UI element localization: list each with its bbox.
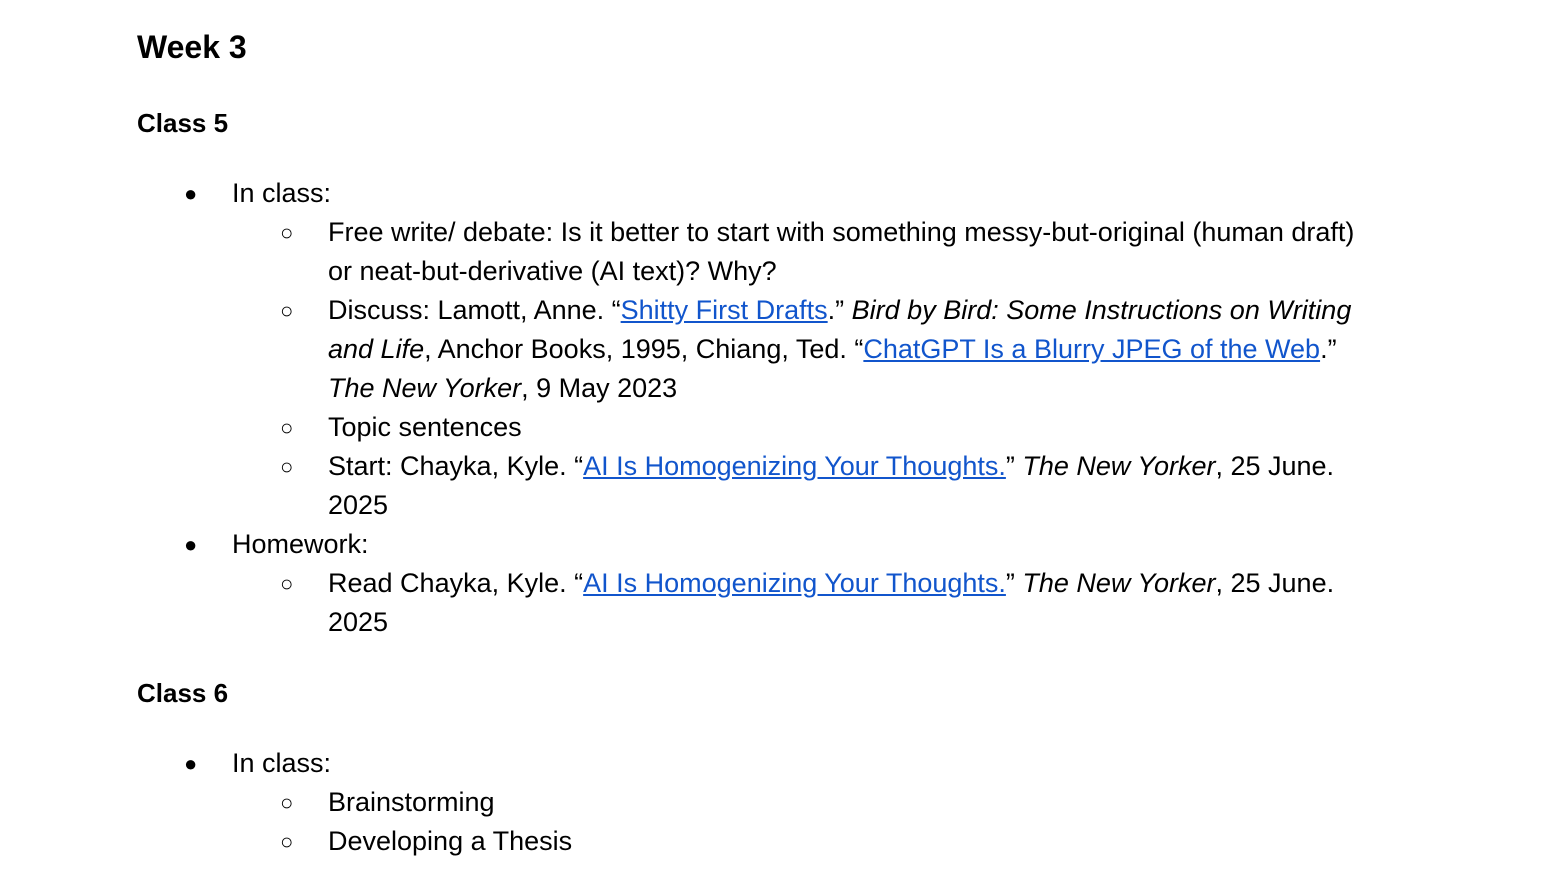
list-item-in-class <box>137 174 1377 525</box>
list-item-brainstorming <box>232 783 1377 822</box>
homework-label: Homework: <box>232 529 369 559</box>
brainstorming-text: Brainstorming <box>328 787 495 817</box>
link-ai-homogenizing[interactable]: AI Is Homogenizing Your Thoughts. <box>583 451 1006 481</box>
book-title: Bird by Bird: Some Instructions on Writing and Life <box>328 295 1352 364</box>
circle-bullet-icon: ○ <box>280 415 294 440</box>
topic-text: Topic sentences <box>328 412 522 442</box>
discuss-mid3: .” <box>1320 334 1337 364</box>
circle-bullet-icon: ○ <box>280 829 294 854</box>
read-prefix: Read Chayka, Kyle. “ <box>328 568 584 598</box>
bullet-icon: ● <box>184 532 198 557</box>
start-suffix: , 25 June. 2025 <box>328 451 1335 520</box>
circle-bullet-icon: ○ <box>280 790 294 815</box>
bullet-icon: ● <box>184 181 198 206</box>
link-shitty-first-drafts[interactable]: Shitty First Drafts <box>620 295 828 325</box>
homework-sublist <box>232 564 1377 642</box>
start-mid: ” <box>1005 451 1023 481</box>
magazine-title: The New Yorker <box>328 373 522 403</box>
discuss-mid2: , Anchor Books, 1995, Chiang, Ted. “ <box>424 334 864 364</box>
discuss-mid1: .” <box>827 295 852 325</box>
week-title: Week 3 <box>137 29 247 65</box>
in-class-sublist <box>232 783 1377 861</box>
list-item-topic-sentences <box>232 408 1377 447</box>
in-class-label: In class: <box>232 748 332 778</box>
class-5-title: Class 5 <box>137 108 229 138</box>
link-chatgpt-blurry-jpeg[interactable]: ChatGPT Is a Blurry JPEG of the Web <box>863 334 1321 364</box>
list-item-in-class <box>137 744 1377 861</box>
read-mid: ” <box>1005 568 1023 598</box>
class-6-title: Class 6 <box>137 678 229 708</box>
discuss-prefix: Discuss: Lamott, Anne. “ <box>328 295 621 325</box>
read-suffix: , 25 June. 2025 <box>328 568 1335 637</box>
class-6-list <box>137 744 1377 861</box>
document-body <box>137 24 1377 861</box>
link-ai-homogenizing-homework[interactable]: AI Is Homogenizing Your Thoughts. <box>583 568 1006 598</box>
list-item-developing-thesis <box>232 822 1377 861</box>
list-item-discuss <box>232 291 1377 408</box>
magazine-title: The New Yorker <box>1022 451 1216 481</box>
circle-bullet-icon: ○ <box>280 571 294 596</box>
circle-bullet-icon: ○ <box>280 220 294 245</box>
circle-bullet-icon: ○ <box>280 454 294 479</box>
list-item-free-write <box>232 213 1377 291</box>
list-item-start <box>232 447 1377 525</box>
in-class-label: In class: <box>232 178 332 208</box>
developing-thesis-text: Developing a Thesis <box>328 826 573 856</box>
free-write-text: Free write/ debate: Is it better to start with something messy-but-original (human draft) or neat-but-derivative (AI text)? Why? <box>328 217 1355 286</box>
discuss-suffix: , 9 May 2023 <box>521 373 678 403</box>
in-class-sublist <box>232 213 1377 525</box>
list-item-homework <box>137 525 1377 642</box>
start-prefix: Start: Chayka, Kyle. “ <box>328 451 584 481</box>
magazine-title: The New Yorker <box>1022 568 1216 598</box>
circle-bullet-icon: ○ <box>280 298 294 323</box>
class-5-list <box>137 174 1377 642</box>
list-item-read <box>232 564 1377 642</box>
bullet-icon: ● <box>184 751 198 776</box>
